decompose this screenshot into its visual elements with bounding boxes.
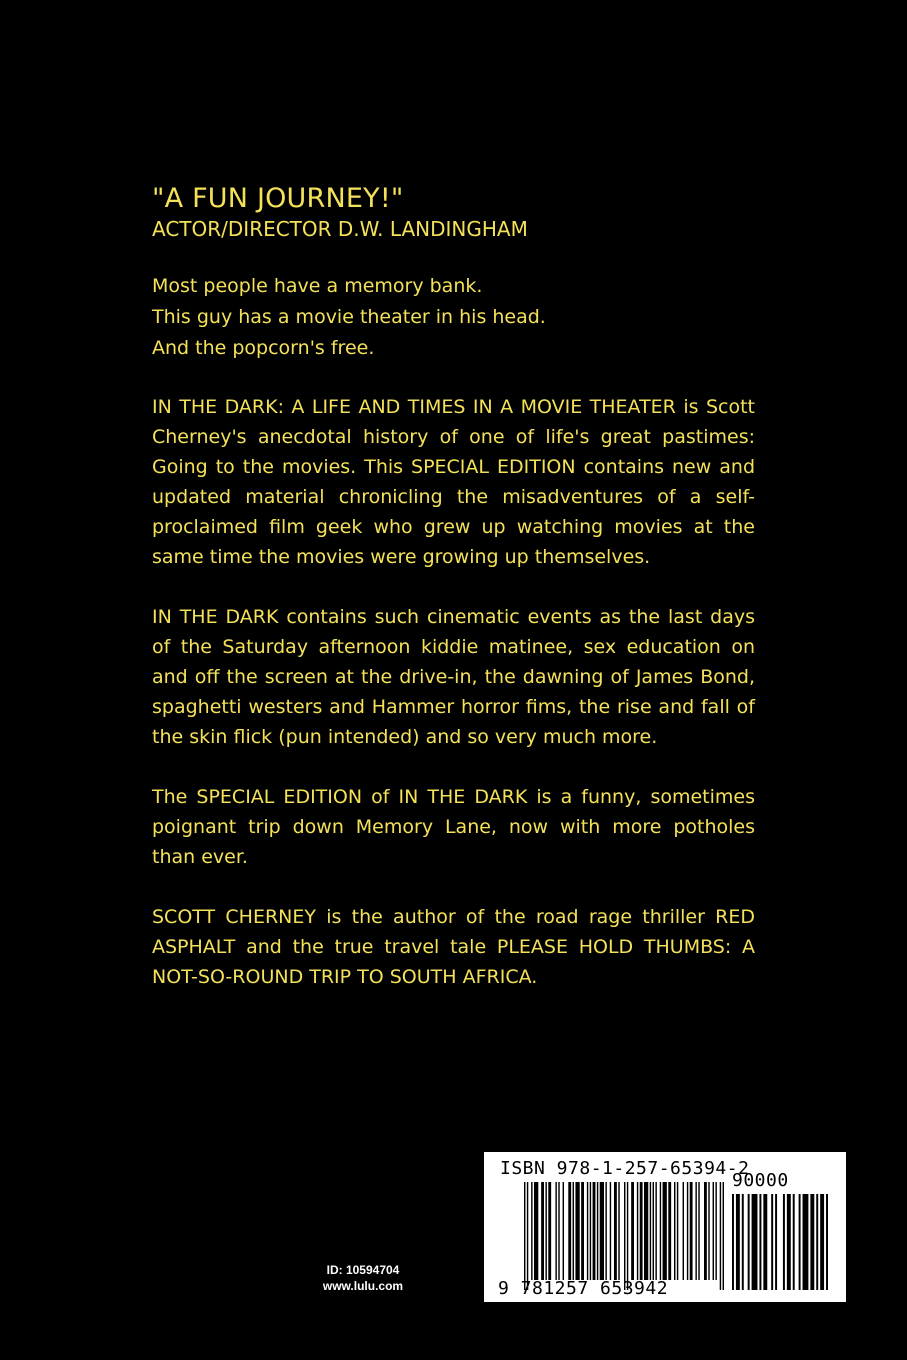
quote-attribution: ACTOR/DIRECTOR D.W. LANDINGHAM bbox=[152, 217, 528, 241]
barcode-bars-icon bbox=[524, 1182, 724, 1290]
description-paragraph: IN THE DARK: A LIFE AND TIMES IN A MOVIE THEATER is Scott Cherney's anecdotal history of one of life's great pastimes: Going to the movies. This SPECIAL EDITION contains new and updated material chronicling the misadventures of a self-proclaimed film geek who grew up watching movies at the same time the movies were growing up themselves. bbox=[152, 396, 755, 568]
publisher-id: ID: 10594704 bbox=[326, 1263, 400, 1277]
barcode-addon-bars-icon bbox=[732, 1194, 828, 1290]
tagline-line: Most people have a memory bank. bbox=[152, 275, 483, 297]
author-bio-paragraph: SCOTT CHERNEY is the author of the road rage thriller RED ASPHALT and the true travel tale PLEASE HOLD THUMBS: A NOT-SO-ROUND TRIP TO SOUTH AFRICA. bbox=[152, 906, 755, 988]
description-paragraph: The SPECIAL EDITION of IN THE DARK is a funny, sometimes poignant trip down Memory Lane, now with more potholes than ever. bbox=[152, 786, 755, 868]
tagline bbox=[152, 271, 755, 364]
review-quote: "A FUN JOURNEY!" bbox=[152, 183, 404, 214]
publisher-info bbox=[296, 1262, 430, 1294]
tagline-line: This guy has a movie theater in his head. bbox=[152, 306, 546, 328]
price-code: 90000 bbox=[732, 1170, 789, 1191]
tagline-line: And the popcorn's free. bbox=[152, 337, 375, 359]
barcode-digits: 9 781257 653942 bbox=[498, 1278, 669, 1299]
publisher-url: www.lulu.com bbox=[322, 1279, 404, 1293]
isbn-barcode bbox=[484, 1152, 846, 1302]
description-paragraph: IN THE DARK contains such cinematic events as the last days of the Saturday afternoon kiddie matinee, sex education on and off the screen at the drive-in, the dawning of James Bond, spaghetti westers and Hammer horror fims, the rise and fall of the skin flick (pun intended) and so very much more. bbox=[152, 606, 755, 748]
blurb-content bbox=[152, 183, 755, 1022]
isbn-number: ISBN 978-1-257-65394-2 bbox=[500, 1158, 750, 1179]
